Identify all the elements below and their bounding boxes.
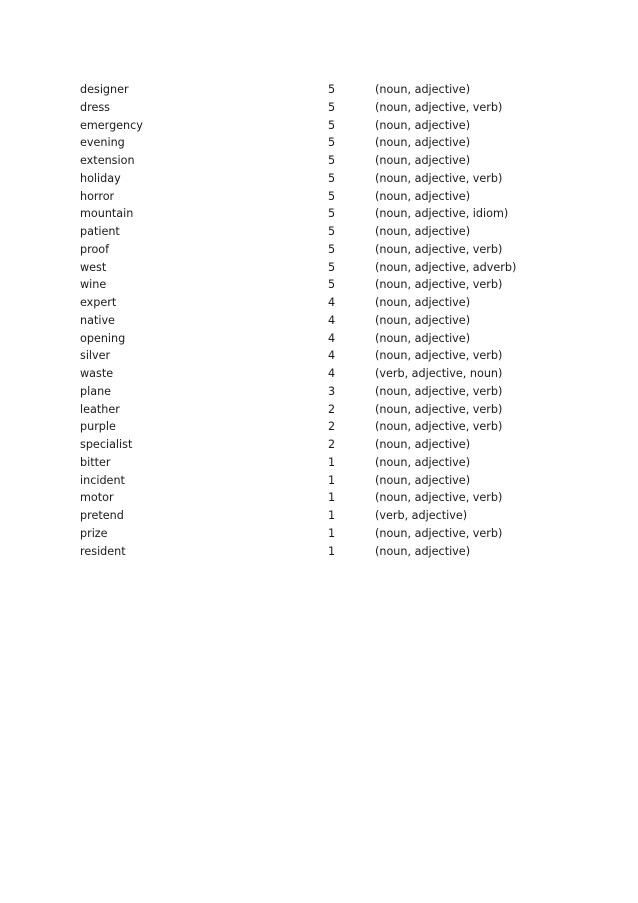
word-cell: native — [80, 313, 115, 327]
count-cell: 5 — [328, 278, 336, 292]
table-row — [80, 152, 540, 170]
word-cell: extension — [80, 154, 135, 167]
word-cell: bitter — [80, 455, 111, 469]
count-cell: 1 — [328, 455, 336, 469]
word-cell: evening — [80, 136, 125, 150]
table-row — [80, 205, 540, 223]
word-cell: prize — [80, 526, 108, 540]
word-cell: holiday — [80, 171, 121, 185]
count-cell: 5 — [328, 260, 336, 274]
table-row — [80, 276, 540, 294]
word-table — [80, 81, 540, 560]
part-of-speech-cell: (noun, adjective, verb) — [375, 242, 503, 256]
count-cell: 4 — [328, 349, 336, 363]
part-of-speech-cell: (noun, adjective) — [375, 296, 471, 309]
part-of-speech-cell: (verb, adjective) — [375, 509, 468, 522]
count-cell: 5 — [328, 118, 336, 132]
table-row — [80, 259, 540, 277]
table-row — [80, 134, 540, 152]
part-of-speech-cell: (noun, adjective) — [375, 544, 471, 558]
table-row — [80, 170, 540, 188]
part-of-speech-cell: (noun, adjective) — [375, 136, 471, 150]
count-cell: 2 — [328, 438, 336, 451]
count-cell: 3 — [328, 384, 336, 398]
count-cell: 2 — [328, 420, 336, 434]
table-row — [80, 365, 540, 383]
count-cell: 2 — [328, 402, 336, 416]
part-of-speech-cell: (noun, adjective, adverb) — [375, 260, 517, 274]
table-row — [80, 312, 540, 330]
table-row — [80, 347, 540, 365]
part-of-speech-cell: (verb, adjective, noun) — [375, 367, 503, 380]
count-cell: 4 — [328, 296, 336, 309]
table-row — [80, 188, 540, 206]
count-cell: 4 — [328, 313, 336, 327]
word-cell: expert — [80, 296, 117, 309]
table-row — [80, 489, 540, 507]
part-of-speech-cell: (noun, adjective) — [375, 225, 471, 238]
count-cell: 5 — [328, 242, 336, 256]
table-row — [80, 525, 540, 543]
part-of-speech-cell: (noun, adjective, verb) — [375, 171, 503, 185]
part-of-speech-cell: (noun, adjective, verb) — [375, 278, 503, 292]
part-of-speech-cell: (noun, adjective) — [375, 189, 471, 203]
count-cell: 4 — [328, 367, 336, 380]
part-of-speech-cell: (noun, adjective, verb) — [375, 420, 503, 434]
count-cell: 1 — [328, 544, 336, 558]
word-cell: specialist — [80, 438, 133, 451]
part-of-speech-cell: (noun, adjective, verb) — [375, 384, 503, 398]
table-row — [80, 507, 540, 525]
word-cell: resident — [80, 544, 126, 558]
word-cell: motor — [80, 491, 114, 505]
word-cell: wine — [80, 278, 107, 292]
word-cell: leather — [80, 402, 120, 416]
word-cell: emergency — [80, 118, 143, 132]
count-cell: 5 — [328, 83, 336, 96]
word-cell: incident — [80, 473, 125, 487]
part-of-speech-cell: (noun, adjective) — [375, 83, 471, 96]
part-of-speech-cell: (noun, adjective) — [375, 313, 471, 327]
word-cell: patient — [80, 225, 120, 238]
count-cell: 1 — [328, 509, 336, 522]
part-of-speech-cell: (noun, adjective, idiom) — [375, 207, 509, 221]
count-cell: 4 — [328, 331, 336, 345]
word-cell: opening — [80, 331, 126, 345]
count-cell: 1 — [328, 473, 336, 487]
word-cell: plane — [80, 384, 112, 398]
table-row — [80, 543, 540, 561]
table-row — [80, 294, 540, 312]
count-cell: 5 — [328, 100, 336, 114]
word-cell: silver — [80, 349, 111, 363]
count-cell: 1 — [328, 491, 336, 505]
count-cell: 5 — [328, 154, 336, 167]
part-of-speech-cell: (noun, adjective) — [375, 331, 471, 345]
word-cell: pretend — [80, 509, 124, 522]
count-cell: 1 — [328, 526, 336, 540]
part-of-speech-cell: (noun, adjective) — [375, 438, 471, 451]
table-row — [80, 99, 540, 117]
word-cell: mountain — [80, 207, 134, 221]
table-row — [80, 472, 540, 490]
table-row — [80, 223, 540, 241]
table-row — [80, 117, 540, 135]
count-cell: 5 — [328, 207, 336, 221]
part-of-speech-cell: (noun, adjective, verb) — [375, 100, 503, 114]
part-of-speech-cell: (noun, adjective, verb) — [375, 491, 503, 505]
count-cell: 5 — [328, 189, 336, 203]
table-row — [80, 330, 540, 348]
table-row — [80, 383, 540, 401]
count-cell: 5 — [328, 136, 336, 150]
part-of-speech-cell: (noun, adjective, verb) — [375, 526, 503, 540]
part-of-speech-cell: (noun, adjective, verb) — [375, 402, 503, 416]
table-row — [80, 81, 540, 99]
table-row — [80, 454, 540, 472]
part-of-speech-cell: (noun, adjective) — [375, 455, 471, 469]
part-of-speech-cell: (noun, adjective) — [375, 473, 471, 487]
word-cell: horror — [80, 189, 115, 203]
count-cell: 5 — [328, 225, 336, 238]
table-row — [80, 401, 540, 419]
word-cell: purple — [80, 420, 116, 434]
table-row — [80, 418, 540, 436]
word-cell: designer — [80, 83, 129, 96]
part-of-speech-cell: (noun, adjective) — [375, 118, 471, 132]
word-cell: dress — [80, 100, 110, 114]
table-row — [80, 241, 540, 259]
word-cell: waste — [80, 367, 114, 380]
word-cell: west — [80, 260, 107, 274]
count-cell: 5 — [328, 171, 336, 185]
word-cell: proof — [80, 242, 110, 256]
part-of-speech-cell: (noun, adjective, verb) — [375, 349, 503, 363]
part-of-speech-cell: (noun, adjective) — [375, 154, 471, 167]
table-row — [80, 436, 540, 454]
